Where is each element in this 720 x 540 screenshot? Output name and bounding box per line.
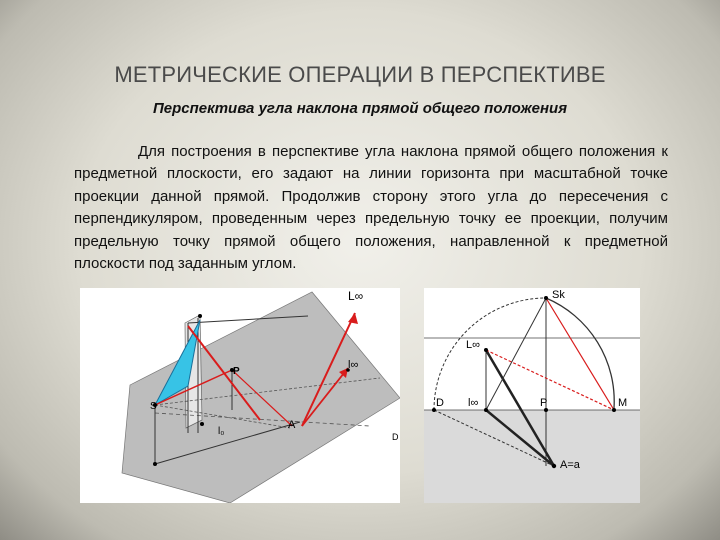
perspective-figure	[80, 288, 400, 503]
label-M: M	[618, 397, 628, 409]
label-Sk: Sk	[552, 289, 565, 301]
label-A: A=a	[560, 459, 580, 471]
label-D: D	[392, 432, 399, 442]
label-l-inf: l∞	[468, 397, 479, 409]
label-L-inf: L∞	[466, 339, 480, 351]
label-P: P	[233, 366, 240, 377]
label-l-inf: l∞	[348, 359, 359, 371]
construction-figure	[424, 288, 640, 503]
slide-subtitle: Перспектива угла наклона прямой общего положения	[152, 100, 568, 117]
label-D: D	[436, 397, 444, 409]
label-L-inf: L∞	[348, 289, 364, 303]
slide-title: МЕТРИЧЕСКИЕ ОПЕРАЦИИ В ПЕРСПЕКТИВЕ	[114, 62, 606, 87]
body-paragraph: Для построения в перспективе угла наклона прямой общего положения к предметной плоскости, его задают на линии горизонта при масштабной точке проекции данной прямой. Продолжив сторону этого угла до пересечения с перпендикуляром, проведенным через предельную точку ее проекции, получим предельную точку прямой общего положения, направленной к предметной плоскости под заданным углом.	[74, 143, 668, 273]
label-P: P	[540, 397, 548, 409]
label-l0: l₀	[218, 426, 225, 437]
label-S: S	[150, 401, 157, 412]
label-A: A	[288, 419, 296, 431]
